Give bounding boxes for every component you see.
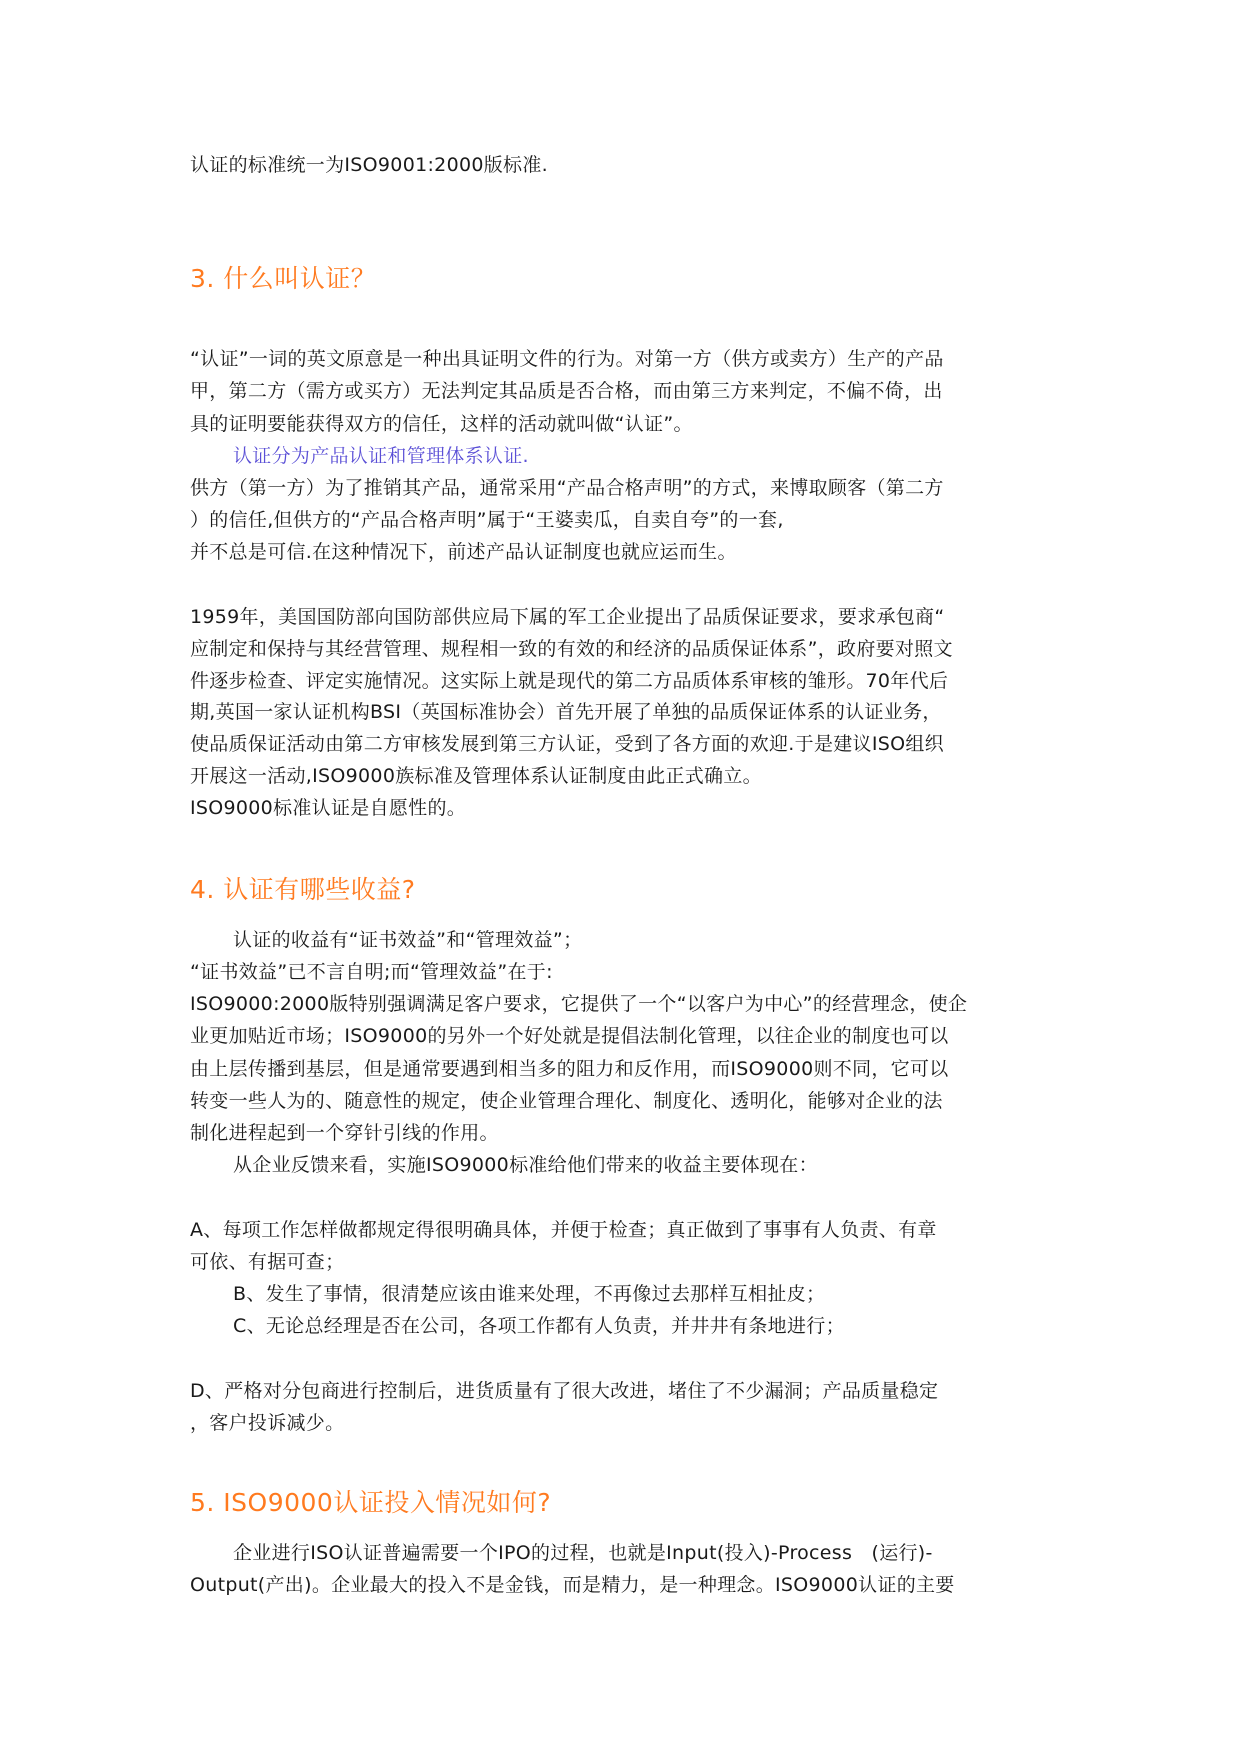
text-line: 制化进程起到一个穿针引线的作用。: [190, 1122, 499, 1144]
text-line: “认证”一词的英文原意是一种出具证明文件的行为。对第一方（供方或卖方）生产的产品: [190, 348, 944, 370]
section-heading-5: 5. ISO9000认证投入情况如何?: [190, 1488, 552, 1517]
text-line: 开展这一活动,ISO9000族标准及管理体系认证制度由此正式确立。: [190, 765, 762, 787]
text-line: 并不总是可信.在这种情况下，前述产品认证制度也就应运而生。: [190, 541, 737, 563]
text-line: A、每项工作怎样做都规定得很明确具体，并便于检查；真正做到了事事有人负责、有章: [190, 1219, 937, 1241]
text-line: “证书效益”已不言自明;而“管理效益”在于:: [190, 961, 553, 983]
text-line: 企业进行ISO认证普遍需要一个IPO的过程，也就是Input(投入)-Process (运行)-: [233, 1542, 933, 1564]
text-line: 从企业反馈来看，实施ISO9000标准给他们带来的收益主要体现在：: [233, 1154, 818, 1176]
text-line: 使品质保证活动由第二方审核发展到第三方认证，受到了各方面的欢迎.于是建议ISO组织: [190, 733, 944, 755]
highlight-line: 认证分为产品认证和管理体系认证.: [233, 445, 529, 467]
text-line: 甲，第二方（需方或买方）无法判定其品质是否合格，而由第三方来判定，不偏不倚，出: [190, 380, 943, 402]
section-heading-3: 3. 什么叫认证？: [190, 264, 377, 293]
text-line: 1959年，美国国防部向国防部供应局下属的军工企业提出了品质保证要求，要求承包商“: [190, 606, 945, 628]
text-line: ISO9000标准认证是自愿性的。: [190, 797, 467, 819]
text-line: Output(产出)。企业最大的投入不是金钱，而是精力，是一种理念。ISO9000认证的主要: [190, 1574, 955, 1596]
text-line: 件逐步检查、评定实施情况。这实际上就是现代的第二方品质体系审核的雏形。70年代后: [190, 670, 949, 692]
section-heading-4: 4. 认证有哪些收益?: [190, 875, 416, 904]
text-line: 由上层传播到基层，但是通常要遇到相当多的阻力和反作用，而ISO9000则不同，它可以: [190, 1058, 949, 1080]
text-line: ISO9000:2000版特别强调满足客户要求，它提供了一个“以客户为中心”的经营理念，使企: [190, 993, 968, 1015]
text-line: 应制定和保持与其经营管理、规程相一致的有效的和经济的品质保证体系”，政府要对照文: [190, 638, 953, 660]
text-line: 转变一些人为的、随意性的规定，使企业管理合理化、制度化、透明化，能够对企业的法: [190, 1090, 943, 1112]
text-line: ，客户投诉减少。: [190, 1412, 345, 1434]
text-line: 认证的标准统一为ISO9001:2000版标准.: [190, 154, 548, 176]
text-line: ）的信任,但供方的“产品合格声明”属于“王婆卖瓜，自卖自夸”的一套,: [190, 509, 784, 531]
text-line: 可依、有据可查；: [190, 1251, 345, 1273]
text-line: 具的证明要能获得双方的信任，这样的活动就叫做“认证”。: [190, 413, 693, 435]
text-line: 供方（第一方）为了推销其产品，通常采用“产品合格声明”的方式，来博取顾客（第二方: [190, 477, 944, 499]
text-line: D、严格对分包商进行控制后，进货质量有了很大改进，堵住了不少漏洞；产品质量稳定: [190, 1380, 939, 1402]
text-line: 业更加贴近市场；ISO9000的另外一个好处就是提倡法制化管理，以往企业的制度也可以: [190, 1025, 949, 1047]
text-line: B、发生了事情，很清楚应该由谁来处理，不再像过去那样互相扯皮；: [233, 1283, 826, 1305]
text-line: 认证的收益有“证书效益”和“管理效益”；: [233, 929, 583, 951]
text-line: 期,英国一家认证机构BSI（英国标准协会）首先开展了单独的品质保证体系的认证业务，: [190, 701, 942, 723]
text-line: C、无论总经理是否在公司，各项工作都有人负责，并井井有条地进行；: [233, 1315, 845, 1337]
